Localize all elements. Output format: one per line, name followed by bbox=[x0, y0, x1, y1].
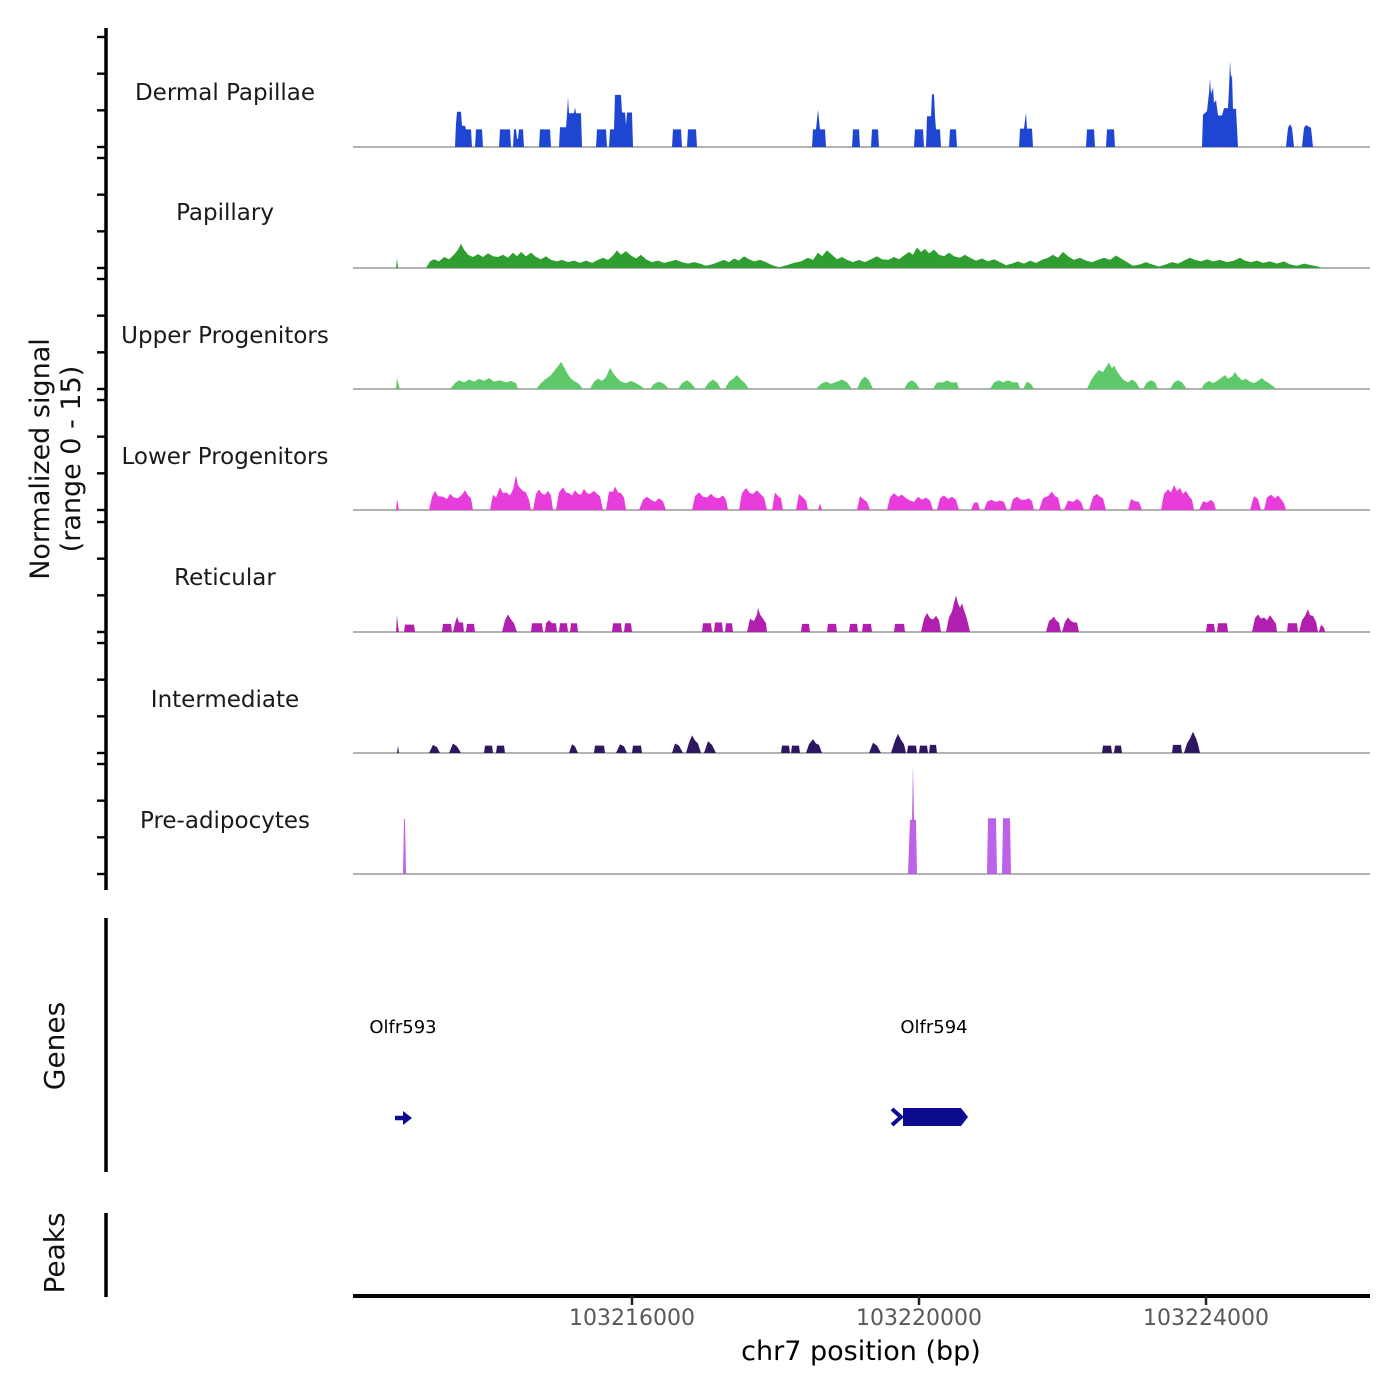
peaks-section-label: Peaks bbox=[38, 1212, 71, 1294]
gene-name-olfr594: Olfr594 bbox=[900, 1017, 968, 1038]
x-tick-label-103224000: 103224000 bbox=[1143, 1306, 1269, 1331]
y-axis-label-line2: (range 0 - 15) bbox=[56, 365, 87, 553]
signal-area-upper-progenitors bbox=[396, 362, 1276, 389]
signal-area-dermal-papillae bbox=[455, 61, 1313, 147]
track-label-lower-progenitors: Lower Progenitors bbox=[121, 444, 329, 470]
gene-body bbox=[903, 1108, 961, 1126]
gene-arrow-head bbox=[403, 1111, 412, 1125]
y-axis-label-line1: Normalized signal bbox=[25, 338, 56, 580]
x-tick-label-103216000: 103216000 bbox=[569, 1306, 695, 1331]
signal-area-intermediate bbox=[397, 732, 1200, 753]
track-label-papillary: Papillary bbox=[176, 200, 274, 226]
gene-strand-chevron bbox=[892, 1109, 901, 1125]
track-label-pre-adipocytes: Pre-adipocytes bbox=[139, 808, 311, 834]
x-tick-label-103220000: 103220000 bbox=[856, 1306, 982, 1331]
track-label-upper-progenitors: Upper Progenitors bbox=[121, 323, 329, 349]
signal-area-pre-adipocytes bbox=[403, 764, 1011, 874]
signal-area-lower-progenitors bbox=[396, 476, 1286, 510]
y-axis-label bbox=[25, 259, 89, 659]
track-label-intermediate: Intermediate bbox=[150, 687, 300, 713]
track-label-reticular: Reticular bbox=[174, 565, 276, 591]
signal-area-papillary bbox=[396, 244, 1322, 268]
track-label-dermal-papillae: Dermal Papillae bbox=[134, 80, 316, 106]
x-axis-title: chr7 position (bp) bbox=[741, 1336, 981, 1367]
gene-name-olfr593: Olfr593 bbox=[369, 1017, 437, 1038]
gene-end-arrow bbox=[961, 1108, 968, 1126]
genes-section-label: Genes bbox=[38, 1001, 71, 1091]
signal-area-reticular bbox=[396, 595, 1325, 632]
